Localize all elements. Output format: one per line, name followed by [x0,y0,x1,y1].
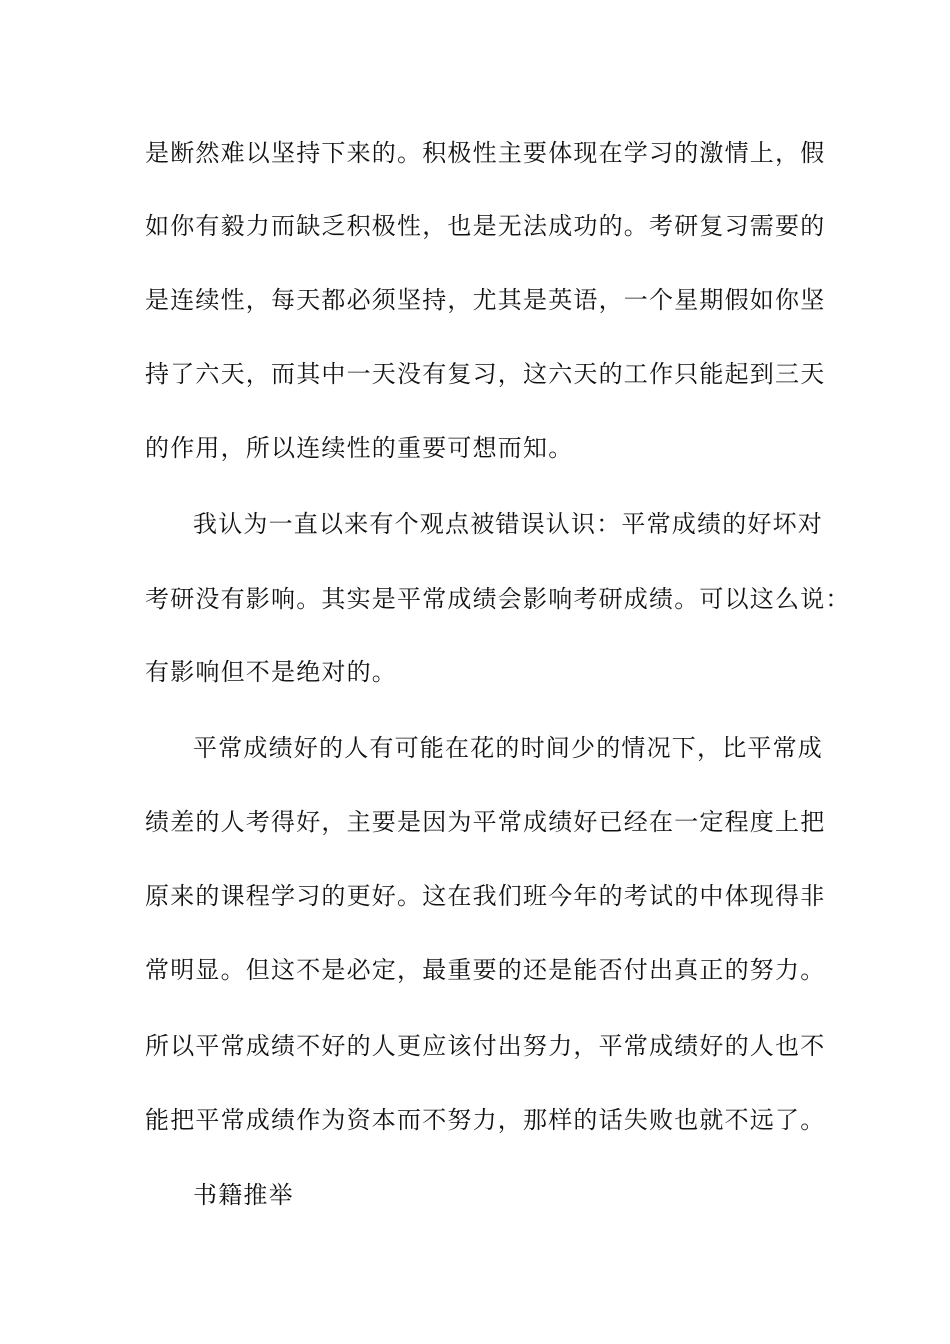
text-line: 如你有毅力而缺乏积极性，也是无法成功的。考研复习需要的 [145,212,826,240]
text-line: 绩差的人考得好，主要是因为平常成绩好已经在一定程度上把 [145,808,826,836]
section-heading: 书籍推举 [193,1181,294,1209]
text-line: 持了六天，而其中一天没有复习，这六天的工作只能起到三天 [145,360,826,388]
paragraph-first-line: 我认为一直以来有个观点被错误认识：平常成绩的好坏对 [193,510,823,538]
text-line: 原来的课程学习的更好。这在我们班今年的考试的中体现得非 [145,882,826,910]
text-line: 的作用，所以连续性的重要可想而知。 [145,434,574,462]
text-line: 是连续性，每天都必须坚持，尤其是英语，一个星期假如你坚 [145,286,826,314]
text-line: 有影响但不是绝对的。 [145,658,397,686]
text-line: 是断然难以坚持下来的。积极性主要体现在学习的激情上，假 [145,139,826,167]
text-line: 考研没有影响。其实是平常成绩会影响考研成绩。可以这么说： [145,585,851,613]
text-line: 能把平常成绩作为资本而不努力，那样的话失败也就不远了。 [145,1106,826,1134]
text-line: 常明显。但这不是必定，最重要的还是能否付出真正的努力。 [145,956,826,984]
paragraph-first-line: 平常成绩好的人有可能在花的时间少的情况下，比平常成 [193,734,823,762]
text-line: 所以平常成绩不好的人更应该付出努力，平常成绩好的人也不 [145,1032,826,1060]
